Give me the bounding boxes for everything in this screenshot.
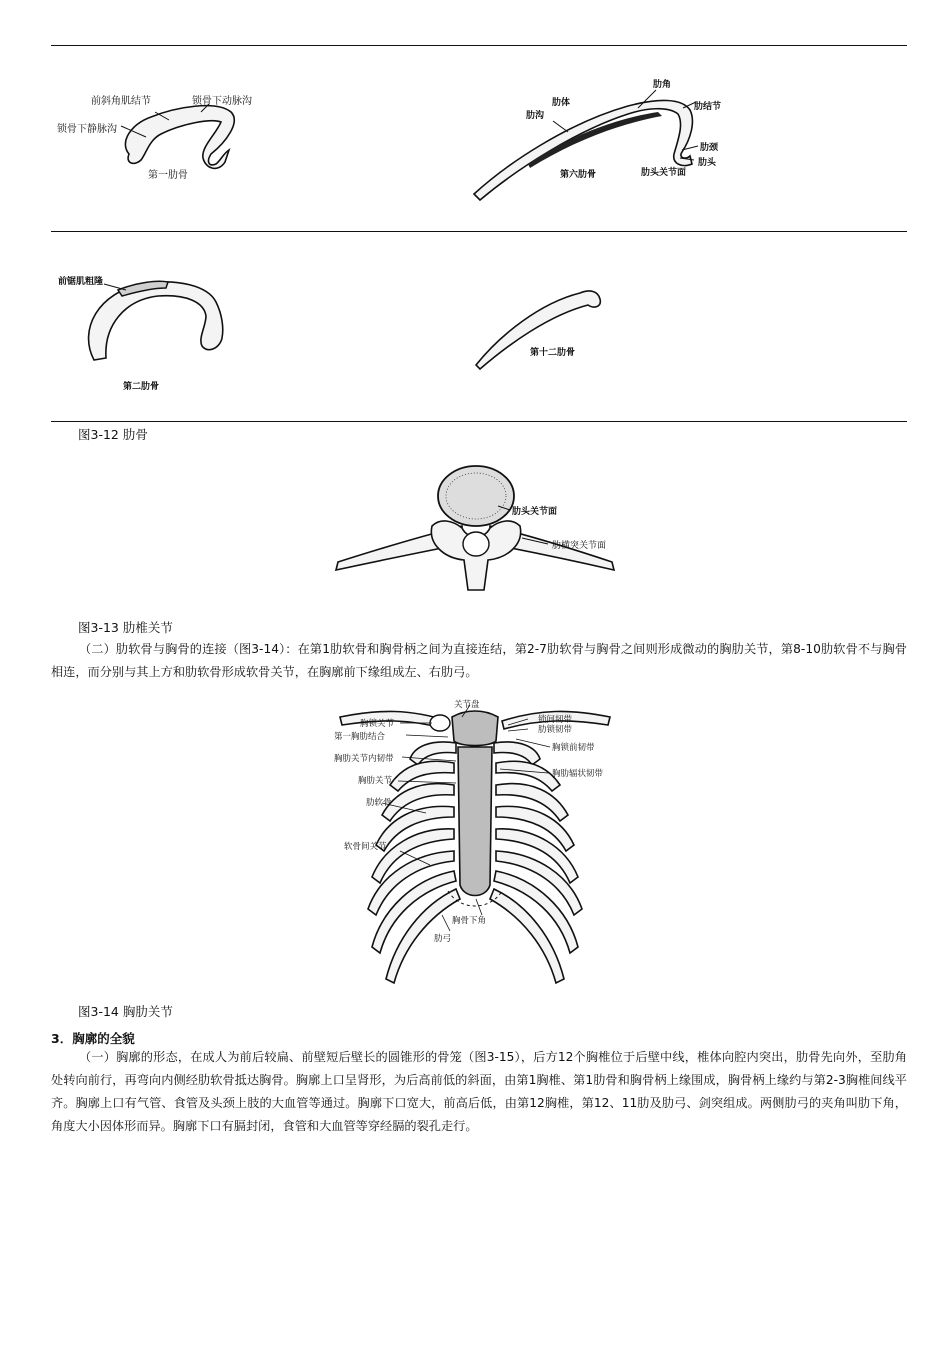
fig14-label-infrasternal-angle: 胸骨下角 bbox=[452, 916, 487, 926]
fig14-label-ant-sternoclavicular-lig: 胸锁前韧带 bbox=[552, 743, 595, 753]
fig14-label-sternoclavicular-joint: 胸锁关节 bbox=[360, 719, 395, 729]
rib6-label-tubercle: 肋结节 bbox=[694, 102, 722, 112]
rib1-label-tubercle: 前斜角肌结节 bbox=[91, 96, 151, 107]
rib12-name: 第十二肋骨 bbox=[530, 348, 576, 358]
fig13-label-transverse-facet: 肋横突关节面 bbox=[552, 541, 607, 551]
rib6-label-angle: 肋角 bbox=[653, 80, 672, 90]
fig14-label-first-sternocostal: 第一胸肋结合 bbox=[334, 732, 386, 742]
table-middle-rule bbox=[51, 231, 907, 232]
rib2-label-tuberosity: 前锯肌粗隆 bbox=[58, 277, 104, 287]
paragraph-thorax-shape: （一）胸廓的形态，在成人为前后较扁、前壁短后壁长的圆锥形的骨笼（图3-15），后方12个胸椎位于后壁中线，椎体向腔内突出，肋骨先向外，至肋角处转向前行，再弯向内侧经肋软骨抵达胸骨。胸廓上口呈肾形，为后高前低的斜面，由第1胸椎、第1肋骨和胸骨柄上缘围成，胸骨柄上缘约与第2-3胸椎间线平齐。胸廓上口有气管、食管及头颈上肢的大血管等通过。胸廓下口宽大，前高后低，由第12胸椎，第12、11肋及肋弓、剑突组成。两侧肋弓的夹角叫肋下角，角度大小因体形而异。胸廓下口有膈封闭，食管和大血管等穿经膈的裂孔走行。 bbox=[51, 1050, 907, 1133]
fig12-caption: 图3-12 肋骨 bbox=[78, 427, 148, 442]
first-rib-figure bbox=[51, 62, 281, 202]
fig14-label-disc: 关节盘 bbox=[454, 700, 480, 710]
fig14-label-radiate-lig: 胸肋辐状韧带 bbox=[552, 769, 604, 779]
table-bottom-rule bbox=[51, 421, 907, 422]
fig14-label-costoclavicular-lig: 肋锁韧带 bbox=[538, 725, 573, 735]
rib6-label-head: 肋头 bbox=[698, 158, 717, 168]
fig14-label-costal-cartilage: 肋软骨 bbox=[366, 798, 392, 808]
fig13-label-head-facet: 肋头关节面 bbox=[512, 507, 558, 517]
fig14-label-sternocostal-joint: 胸肋关节 bbox=[358, 776, 393, 786]
rib1-label-artery-groove: 锁骨下动脉沟 bbox=[192, 96, 252, 107]
section-heading-thorax: 3．胸廓的全貌 bbox=[51, 1031, 135, 1046]
table-top-rule bbox=[51, 45, 907, 46]
first-rib-bone bbox=[125, 106, 234, 169]
rib6-label-head-facet: 肋头关节面 bbox=[641, 168, 687, 178]
fig14-label-interchondral-joint: 软骨间关节 bbox=[344, 842, 387, 852]
rib6-label-groove: 肋沟 bbox=[526, 111, 545, 121]
twelfth-rib-figure bbox=[470, 265, 635, 375]
rib6-label-neck: 肋颈 bbox=[700, 143, 719, 153]
fig13-caption: 图3-13 肋椎关节 bbox=[78, 620, 173, 635]
sixth-rib-figure bbox=[468, 68, 746, 218]
fig14-label-interclavicular-lig: 锁间韧带 bbox=[538, 715, 573, 725]
second-rib-figure bbox=[48, 250, 243, 405]
fig14-caption: 图3-14 胸肋关节 bbox=[78, 1004, 173, 1019]
rib1-label-vein-groove: 锁骨下静脉沟 bbox=[57, 124, 117, 135]
rib6-label-body: 肋体 bbox=[552, 98, 571, 108]
vertebral-body bbox=[438, 466, 514, 526]
fig14-label-costal-arch: 肋弓 bbox=[434, 934, 452, 944]
rib1-name: 第一肋骨 bbox=[148, 170, 188, 181]
sternum bbox=[452, 711, 498, 896]
costovertebral-figure bbox=[312, 448, 640, 616]
rib2-name: 第二肋骨 bbox=[123, 382, 160, 392]
rib6-name: 第六肋骨 bbox=[560, 170, 597, 180]
paragraph-costal-cartilage: （二）肋软骨与胸骨的连接（图3-14）：在第1肋软骨和胸骨柄之间为直接连结，第2-7肋软骨与胸骨之间则形成微动的胸肋关节，第8-10肋软骨不与胸骨相连，而分别与其上方和肋软骨形成软骨关节，在胸廓前下缘组成左、右肋弓。 bbox=[51, 642, 907, 679]
second-rib-bone bbox=[89, 282, 223, 360]
fig14-label-intra-articular-lig: 胸肋关节内韧带 bbox=[334, 754, 394, 764]
sternocostal-figure bbox=[330, 695, 620, 993]
